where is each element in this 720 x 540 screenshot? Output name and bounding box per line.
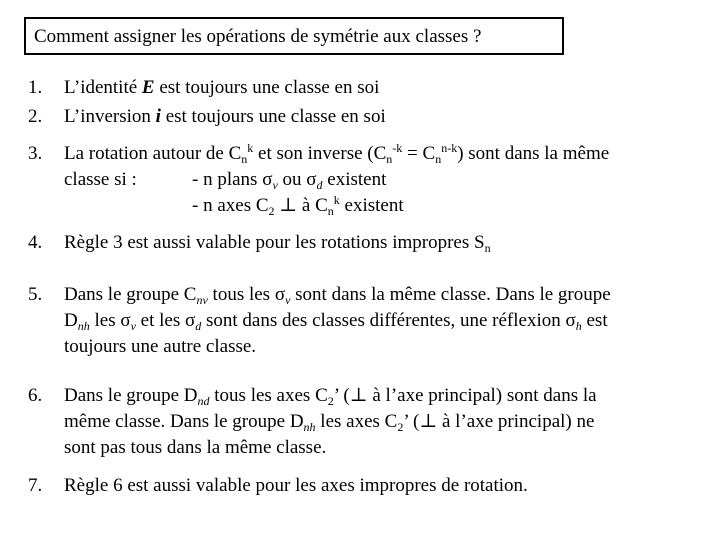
item-text: La rotation autour de $C_n^k$ et son inverse $(C_n^{-k} = C_n^{n-k})$ sont dans la même bbox=[64, 141, 610, 166]
item-number: 6. bbox=[28, 385, 43, 406]
item-text: - n plans $\sigma_v$ ou $\sigma_d$ existent bbox=[192, 169, 387, 192]
item-number: 2. bbox=[28, 106, 43, 127]
item-text: Dans le groupe $D_{nd}$ tous les axes $C_2$’ (⊥ à l’axe principal) sont dans la bbox=[64, 385, 597, 408]
item-number: 4. bbox=[28, 232, 43, 253]
item-number: 3. bbox=[28, 143, 43, 164]
item-text: L’inversion i est toujours une classe en soi bbox=[64, 106, 386, 127]
title-box bbox=[24, 17, 564, 55]
item-number: 7. bbox=[28, 475, 43, 496]
item-text: sont pas tous dans la même classe. bbox=[64, 437, 327, 458]
item-number: 1. bbox=[28, 77, 43, 98]
item-text: classe si : bbox=[64, 169, 137, 190]
item-text: Règle 3 est aussi valable pour les rotations impropres $S_n$ bbox=[64, 232, 491, 255]
item-text: toujours une autre classe. bbox=[64, 336, 257, 357]
item-text: Règle 6 est aussi valable pour les axes impropres de rotation. bbox=[64, 475, 528, 496]
item-text: même classe. Dans le groupe $D_{nh}$ les axes $C_2$’ (⊥ à l’axe principal) ne bbox=[64, 411, 595, 434]
item-text: $D_{nh}$ les $\sigma_v$ et les $\sigma_d$ sont dans des classes différentes, une réflexion $\sigma_h$ est bbox=[64, 310, 608, 333]
item-text: Dans le groupe $C_{nv}$ tous les $\sigma_v$ sont dans la même classe. Dans le groupe bbox=[64, 284, 611, 307]
item-text: L’identité E est toujours une classe en soi bbox=[64, 77, 380, 98]
item-text: - n axes $C_2$ ⊥ à $C_n^k$ existent bbox=[192, 193, 404, 218]
page-title: Comment assigner les opérations de symétrie aux classes ? bbox=[34, 26, 482, 47]
item-number: 5. bbox=[28, 284, 43, 305]
